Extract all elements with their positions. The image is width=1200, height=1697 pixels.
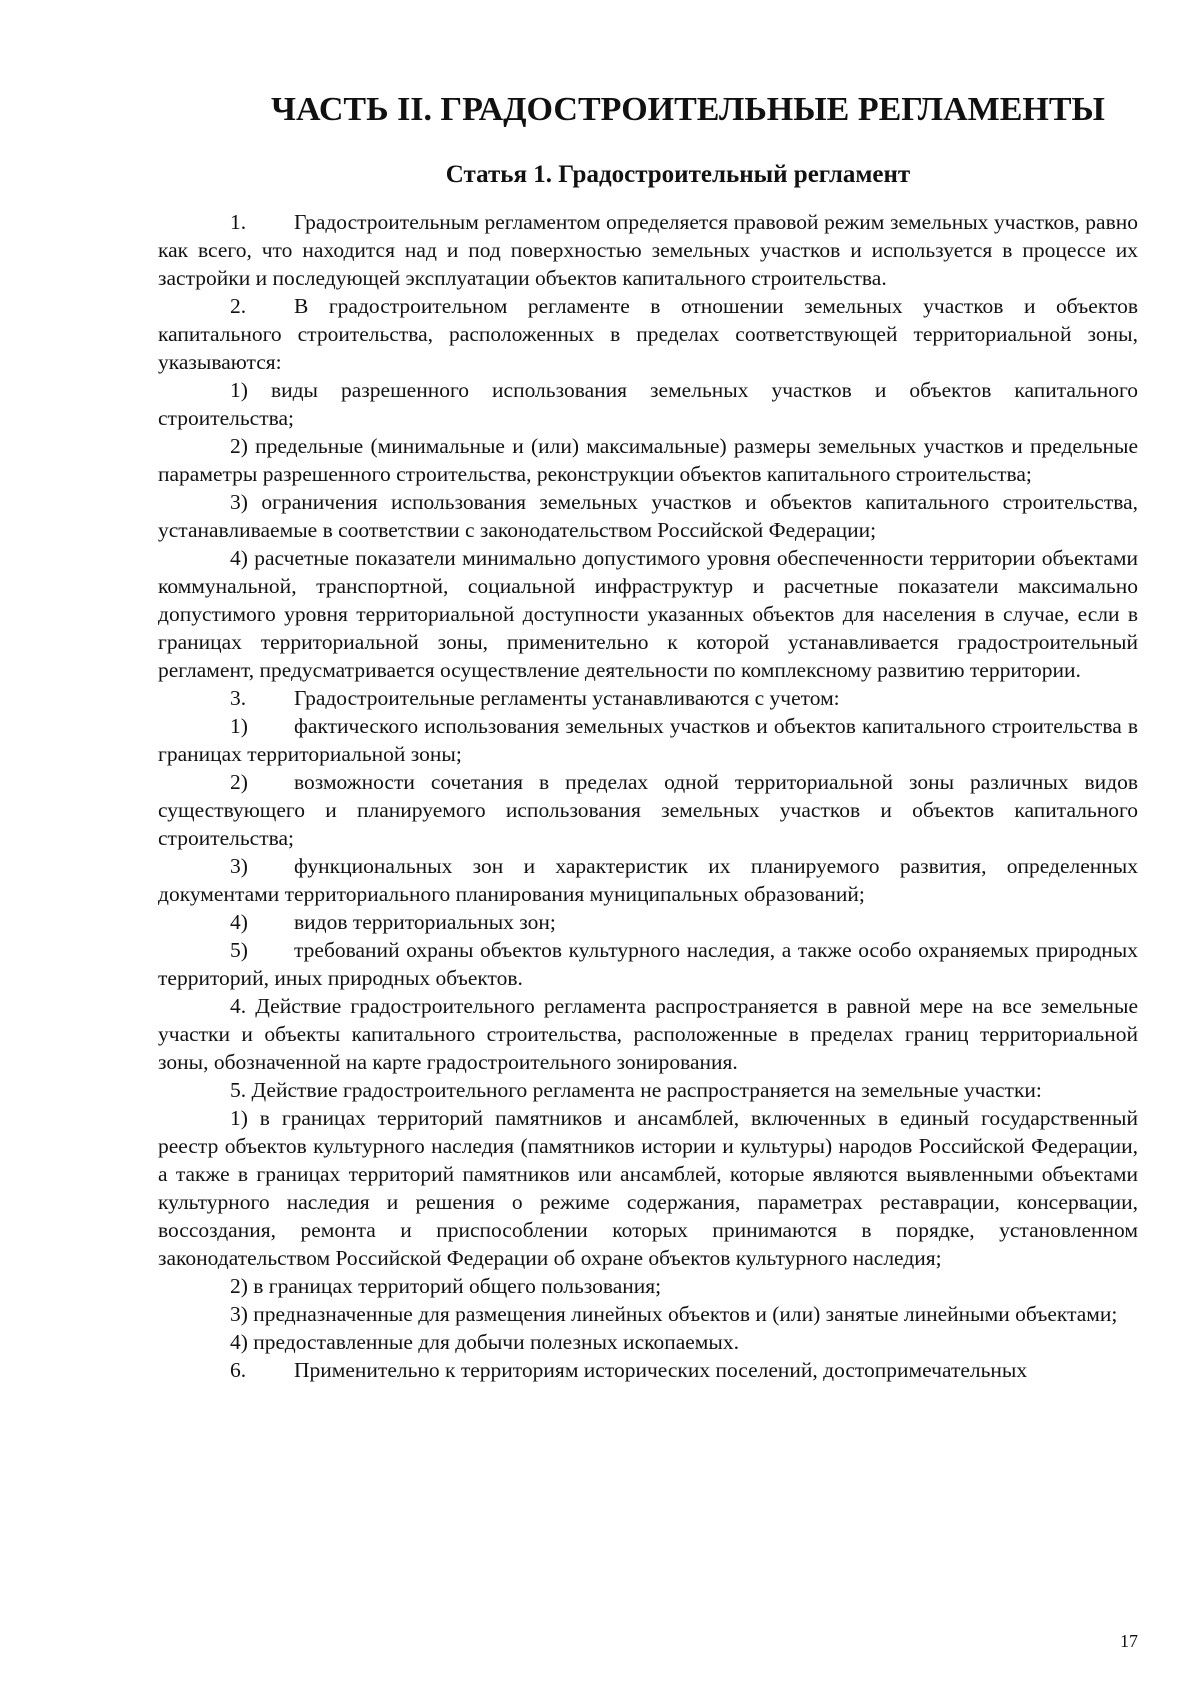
paragraph	[158, 376, 1138, 432]
paragraph	[158, 852, 1138, 908]
paragraph	[158, 1328, 1138, 1356]
paragraph-text: требований охраны объектов культурного наследия, а также особо охраняемых природных территорий, иных природных объектов.	[158, 938, 1138, 990]
paragraph-text: возможности сочетания в пределах одной территориальной зоны различных видов существующего и планируемого использования земельных участков и объектов капитального строительства;	[158, 770, 1138, 850]
paragraph-text: Градостроительным регламентом определяется правовой режим земельных участков, равно как всего, что находится над и под поверхностью земельных участков и используется в процессе их застройки и последующей эксплуатации объектов капитального строительства.	[158, 210, 1138, 290]
paragraph-text: функциональных зон и характеристик их планируемого развития, определенных документами территориального планирования муниципальных образований;	[158, 854, 1138, 906]
article-title: Статья 1. Градостроительный регламент	[445, 161, 911, 188]
paragraph	[158, 208, 1138, 292]
paragraph	[158, 292, 1138, 376]
paragraph	[158, 1356, 1138, 1384]
paragraph-number: 2.	[230, 294, 247, 318]
paragraph-text: 2) в границах территорий общего пользования;	[230, 1274, 662, 1298]
paragraph-text: видов территориальных зон;	[294, 910, 556, 934]
paragraph-text: 4) предоставленные для добычи полезных ископаемых.	[230, 1330, 739, 1354]
paragraph-number: 3)	[230, 854, 248, 878]
paragraph-text: фактического использования земельных участков и объектов капитального строительства в границах территориальной зоны;	[158, 714, 1138, 766]
paragraph-text: 4. Действие градостроительного регламента распространяется в равной мере на все земельные участки и объекты капитального строительства, расположенные в пределах границ территориальной зоны, обозначенной на карте градостроительного зонирования.	[158, 994, 1138, 1074]
paragraph	[158, 712, 1138, 768]
paragraph	[158, 1104, 1138, 1272]
paragraph-number: 3.	[230, 686, 247, 710]
paragraph	[158, 1076, 1138, 1104]
paragraph-text: 3) ограничения использования земельных участков и объектов капитального строительства, устанавливаемые в соответствии с законодательством Российской Федерации;	[158, 490, 1138, 542]
paragraph	[158, 488, 1138, 544]
paragraph	[158, 992, 1138, 1076]
paragraph-text: 5. Действие градостроительного регламента не распространяется на земельные участки:	[230, 1078, 1042, 1102]
paragraph	[158, 1300, 1138, 1328]
document-page	[158, 90, 1138, 1384]
paragraph	[158, 432, 1138, 488]
paragraph-text: Градостроительные регламенты устанавливаются с учетом:	[294, 686, 840, 710]
paragraph-text: Применительно к территориям исторических поселений, достопримечательных	[294, 1358, 1028, 1382]
paragraph-number: 1)	[230, 714, 248, 738]
paragraph	[158, 1272, 1138, 1300]
paragraph-text: 3) предназначенные для размещения линейных объектов и (или) занятые линейными объектами;	[230, 1302, 1118, 1326]
paragraph	[158, 908, 1138, 936]
paragraph-text: 4) расчетные показатели минимально допустимого уровня обеспеченности территории объектами коммунальной, транспортной, социальной инфраструктур и расчетные показатели максимально допустимого уровня территориальной доступности указанных объектов для населения в случае, если в границах территориальной зоны, применительно к которой устанавливается градостроительный регламент, предусматривается осуществление деятельности по комплексному развитию территории.	[158, 546, 1138, 682]
paragraph-number: 1.	[230, 210, 247, 234]
part-title: ЧАСТЬ II. ГРАДОСТРОИТЕЛЬНЫЕ РЕГЛАМЕНТЫ	[271, 91, 1105, 128]
article-body	[158, 208, 1138, 1384]
paragraph-number: 6.	[230, 1358, 247, 1382]
paragraph	[158, 768, 1138, 852]
paragraph	[158, 684, 1138, 712]
paragraph-number: 4)	[230, 910, 248, 934]
paragraph	[158, 544, 1138, 684]
paragraph-number: 5)	[230, 938, 248, 962]
paragraph-text: В градостроительном регламенте в отношении земельных участков и объектов капитального строительства, расположенных в пределах соответствующей территориальной зоны, указываются:	[158, 294, 1138, 374]
paragraph-text: 1) в границах территорий памятников и ансамблей, включенных в единый государственный реестр объектов культурного наследия (памятников истории и культуры) народов Российской Федерации, а также в границах территорий памятников или ансамблей, которые являются выявленными объектами культурного наследия и решения о режиме содержания, параметрах реставрации, консервации, воссоздания, ремонта и приспособлении которых принимаются в порядке, установленном законодательством Российской Федерации об охране объектов культурного наследия;	[158, 1106, 1138, 1270]
paragraph-number: 2)	[230, 770, 248, 794]
paragraph	[158, 936, 1138, 992]
page-number: 17	[1120, 1631, 1138, 1651]
paragraph-text: 1) виды разрешенного использования земельных участков и объектов капитального строительства;	[158, 378, 1138, 430]
paragraph-text: 2) предельные (минимальные и (или) максимальные) размеры земельных участков и предельные параметры разрешенного строительства, реконструкции объектов капитального строительства;	[158, 434, 1138, 486]
